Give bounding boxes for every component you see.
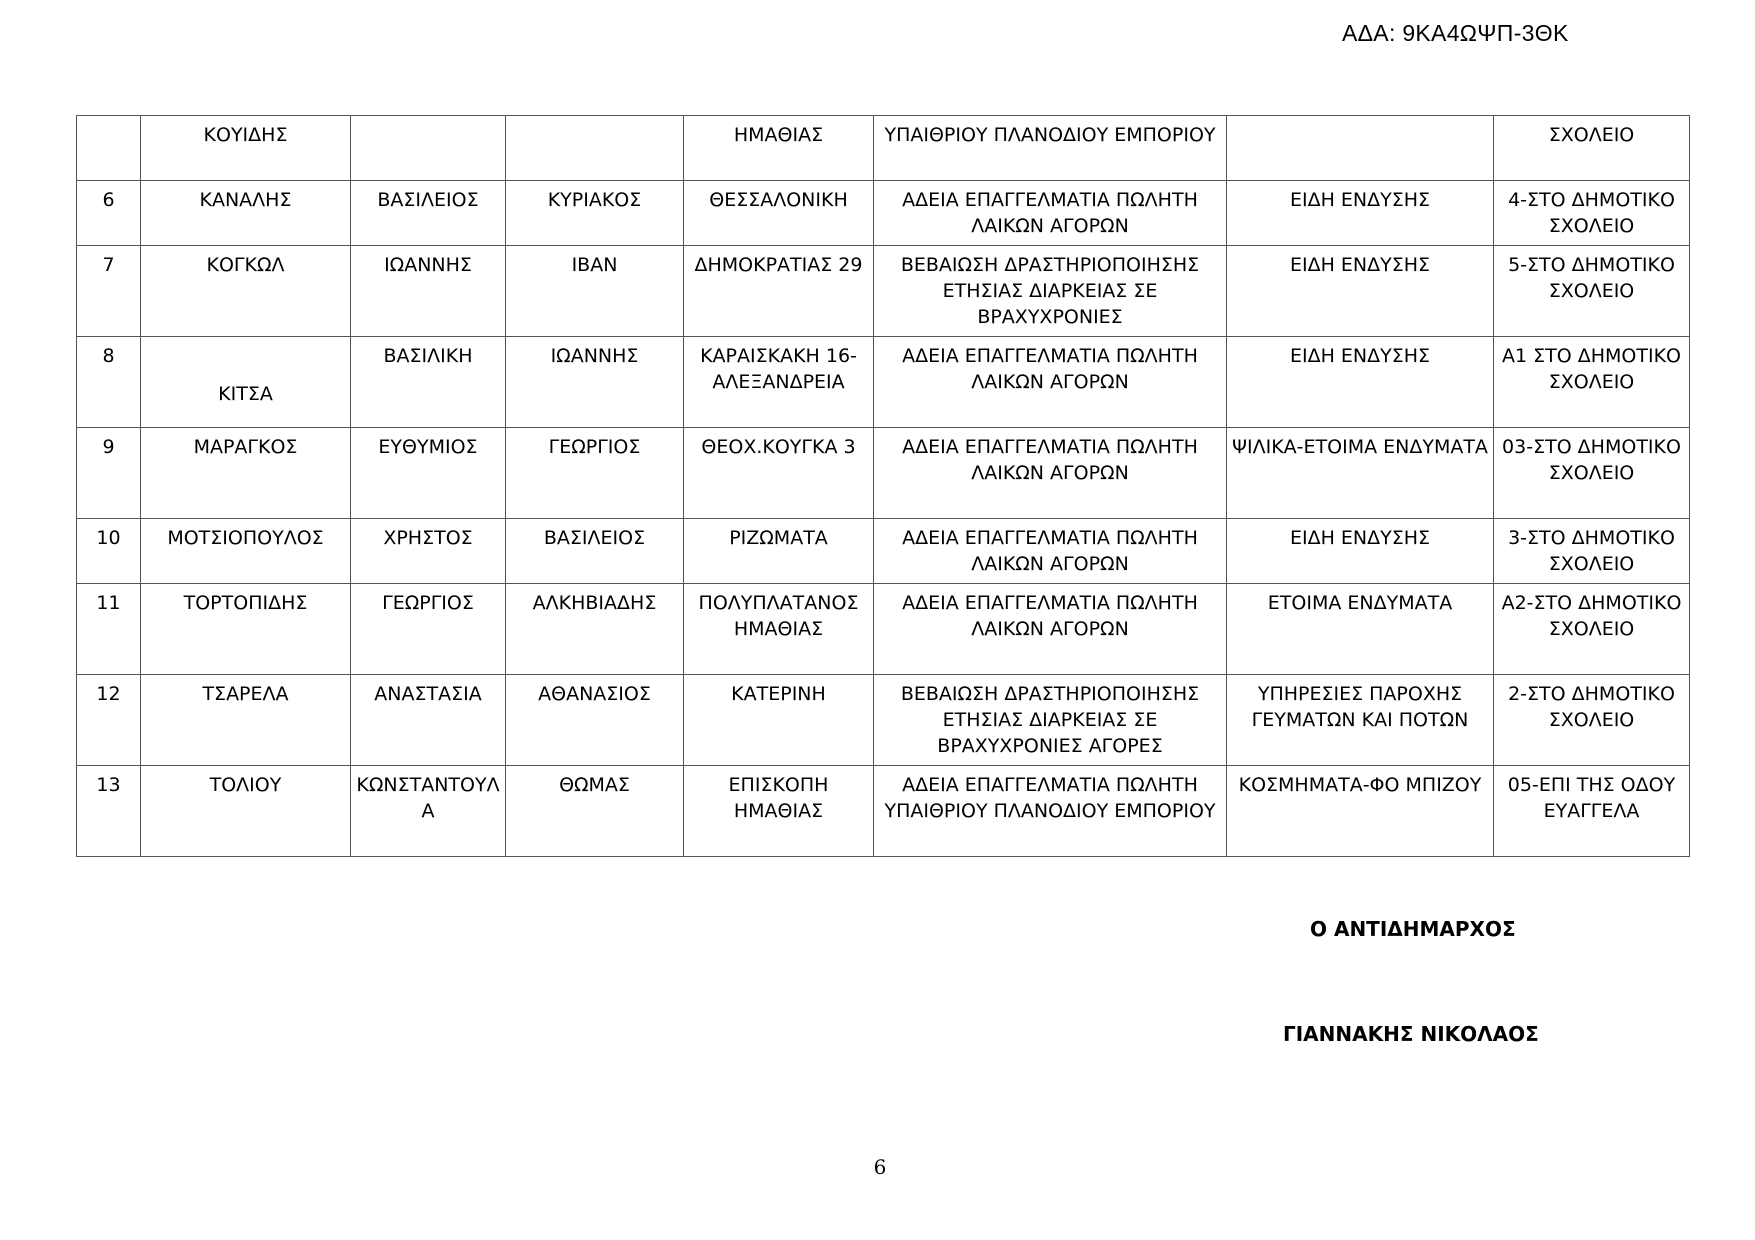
cell-number: 12 — [77, 675, 141, 766]
ada-identifier: ΑΔΑ: 9ΚΑ4ΩΨΠ-3ΘΚ — [1342, 20, 1569, 46]
cell-permit: ΑΔΕΙΑ ΕΠΑΓΓΕΛΜΑΤΙΑ ΠΩΛΗΤΗ ΥΠΑΙΘΡΙΟΥ ΠΛΑΝΟΔΙΟΥ ΕΜΠΟΡΙΟΥ — [874, 766, 1227, 857]
cell-name: ΓΕΩΡΓΙΟΣ — [351, 584, 506, 675]
cell-address: ΘΕΣΣΑΛΟΝΙΚΗ — [684, 181, 874, 246]
cell-goods — [1227, 116, 1494, 181]
cell-position: 3-ΣΤΟ ΔΗΜΟΤΙΚΟ ΣΧΟΛΕΙΟ — [1494, 519, 1690, 584]
cell-permit: ΒΕΒΑΙΩΣΗ ΔΡΑΣΤΗΡΙΟΠΟΙΗΣΗΣ ΕΤΗΣΙΑΣ ΔΙΑΡΚΕΙΑΣ ΣΕ ΒΡΑΧΥΧΡΟΝΙΕΣ ΑΓΟΡΕΣ — [874, 675, 1227, 766]
cell-permit: ΑΔΕΙΑ ΕΠΑΓΓΕΛΜΑΤΙΑ ΠΩΛΗΤΗ ΛΑΙΚΩΝ ΑΓΟΡΩΝ — [874, 428, 1227, 519]
cell-permit: ΑΔΕΙΑ ΕΠΑΓΓΕΛΜΑΤΙΑ ΠΩΛΗΤΗ ΛΑΙΚΩΝ ΑΓΟΡΩΝ — [874, 584, 1227, 675]
cell-position: 03-ΣΤΟ ΔΗΜΟΤΙΚΟ ΣΧΟΛΕΙΟ — [1494, 428, 1690, 519]
cell-position: Α2-ΣΤΟ ΔΗΜΟΤΙΚΟ ΣΧΟΛΕΙΟ — [1494, 584, 1690, 675]
cell-goods: ΚΟΣΜΗΜΑΤΑ-ΦΟ ΜΠΙΖΟΥ — [1227, 766, 1494, 857]
cell-name: ΧΡΗΣΤΟΣ — [351, 519, 506, 584]
signatory-title: Ο ΑΝΤΙΔΗΜΑΡΧΟΣ — [1310, 917, 1516, 941]
cell-permit: ΑΔΕΙΑ ΕΠΑΓΓΕΛΜΑΤΙΑ ΠΩΛΗΤΗ ΛΑΙΚΩΝ ΑΓΟΡΩΝ — [874, 181, 1227, 246]
table-row — [77, 584, 1690, 675]
cell-permit: ΥΠΑΙΘΡΙΟΥ ΠΛΑΝΟΔΙΟΥ ΕΜΠΟΡΙΟΥ — [874, 116, 1227, 181]
cell-permit: ΒΕΒΑΙΩΣΗ ΔΡΑΣΤΗΡΙΟΠΟΙΗΣΗΣ ΕΤΗΣΙΑΣ ΔΙΑΡΚΕΙΑΣ ΣΕ ΒΡΑΧΥΧΡΟΝΙΕΣ — [874, 246, 1227, 337]
cell-goods: ΕΙΔΗ ΕΝΔΥΣΗΣ — [1227, 181, 1494, 246]
table-row — [77, 116, 1690, 181]
cell-goods: ΨΙΛΙΚΑ-ΕΤΟΙΜΑ ΕΝΔΥΜΑΤΑ — [1227, 428, 1494, 519]
cell-number: 7 — [77, 246, 141, 337]
cell-goods: ΕΙΔΗ ΕΝΔΥΣΗΣ — [1227, 246, 1494, 337]
cell-name: ΕΥΘΥΜΙΟΣ — [351, 428, 506, 519]
cell-address: ΘΕΟΧ.ΚΟΥΓΚΑ 3 — [684, 428, 874, 519]
cell-position: Α1 ΣΤΟ ΔΗΜΟΤΙΚΟ ΣΧΟΛΕΙΟ — [1494, 337, 1690, 428]
cell-number: 13 — [77, 766, 141, 857]
cell-goods: ΕΤΟΙΜΑ ΕΝΔΥΜΑΤΑ — [1227, 584, 1494, 675]
cell-father-name: ΓΕΩΡΓΙΟΣ — [506, 428, 684, 519]
cell-surname: ΤΣΑΡΕΛΑ — [141, 675, 351, 766]
table-row — [77, 428, 1690, 519]
cell-surname: ΚΑΝΑΛΗΣ — [141, 181, 351, 246]
cell-father-name — [506, 116, 684, 181]
cell-permit: ΑΔΕΙΑ ΕΠΑΓΓΕΛΜΑΤΙΑ ΠΩΛΗΤΗ ΛΑΙΚΩΝ ΑΓΟΡΩΝ — [874, 519, 1227, 584]
cell-goods: ΥΠΗΡΕΣΙΕΣ ΠΑΡΟΧΗΣ ΓΕΥΜΑΤΩΝ ΚΑΙ ΠΟΤΩΝ — [1227, 675, 1494, 766]
cell-surname: ΜΑΡΑΓΚΟΣ — [141, 428, 351, 519]
page-number: 6 — [873, 1155, 887, 1179]
cell-father-name: ΑΛΚΗΒΙΑΔΗΣ — [506, 584, 684, 675]
cell-surname: ΚΟΥΙΔΗΣ — [141, 116, 351, 181]
vendors-table — [76, 115, 1690, 857]
table-row — [77, 337, 1690, 428]
cell-surname: ΤΟΛΙΟΥ — [141, 766, 351, 857]
cell-number: 8 — [77, 337, 141, 428]
cell-name — [351, 116, 506, 181]
cell-number — [77, 116, 141, 181]
cell-surname: ΤΟΡΤΟΠΙΔΗΣ — [141, 584, 351, 675]
cell-permit: ΑΔΕΙΑ ΕΠΑΓΓΕΛΜΑΤΙΑ ΠΩΛΗΤΗ ΛΑΙΚΩΝ ΑΓΟΡΩΝ — [874, 337, 1227, 428]
cell-address: ΔΗΜΟΚΡΑΤΙΑΣ 29 — [684, 246, 874, 337]
table-row — [77, 766, 1690, 857]
cell-address: ΕΠΙΣΚΟΠΗ ΗΜΑΘΙΑΣ — [684, 766, 874, 857]
cell-address: ΚΑΤΕΡΙΝΗ — [684, 675, 874, 766]
cell-father-name: ΙΒΑΝ — [506, 246, 684, 337]
cell-number: 11 — [77, 584, 141, 675]
cell-number: 10 — [77, 519, 141, 584]
cell-surname: ΚΟΓΚΩΛ — [141, 246, 351, 337]
cell-goods: ΕΙΔΗ ΕΝΔΥΣΗΣ — [1227, 519, 1494, 584]
cell-name: ΒΑΣΙΛΕΙΟΣ — [351, 181, 506, 246]
cell-address: ΗΜΑΘΙΑΣ — [684, 116, 874, 181]
table-row — [77, 675, 1690, 766]
table-row — [77, 519, 1690, 584]
cell-address: ΡΙΖΩΜΑΤΑ — [684, 519, 874, 584]
cell-surname: ΜΟΤΣΙΟΠΟΥΛΟΣ — [141, 519, 351, 584]
cell-position: ΣΧΟΛΕΙΟ — [1494, 116, 1690, 181]
signatory-name: ΓΙΑΝΝΑΚΗΣ ΝΙΚΟΛΑΟΣ — [1283, 1022, 1539, 1046]
cell-father-name: ΑΘΑΝΑΣΙΟΣ — [506, 675, 684, 766]
cell-name: ΒΑΣΙΛΙΚΗ — [351, 337, 506, 428]
cell-surname: ΚΙΤΣΑ — [141, 337, 351, 428]
cell-name: ΙΩΑΝΝΗΣ — [351, 246, 506, 337]
cell-address: ΠΟΛΥΠΛΑΤΑΝΟΣ ΗΜΑΘΙΑΣ — [684, 584, 874, 675]
cell-position: 05-ΕΠΙ ΤΗΣ ΟΔΟΥ ΕΥΑΓΓΕΛΑ — [1494, 766, 1690, 857]
table-row — [77, 246, 1690, 337]
cell-father-name: ΘΩΜΑΣ — [506, 766, 684, 857]
cell-father-name: ΚΥΡΙΑΚΟΣ — [506, 181, 684, 246]
table-row — [77, 181, 1690, 246]
cell-number: 6 — [77, 181, 141, 246]
cell-address: ΚΑΡΑΙΣΚΑΚΗ 16-ΑΛΕΞΑΝΔΡΕΙΑ — [684, 337, 874, 428]
cell-position: 4-ΣΤΟ ΔΗΜΟΤΙΚΟ ΣΧΟΛΕΙΟ — [1494, 181, 1690, 246]
cell-position: 2-ΣΤΟ ΔΗΜΟΤΙΚΟ ΣΧΟΛΕΙΟ — [1494, 675, 1690, 766]
cell-father-name: ΒΑΣΙΛΕΙΟΣ — [506, 519, 684, 584]
cell-number: 9 — [77, 428, 141, 519]
cell-position: 5-ΣΤΟ ΔΗΜΟΤΙΚΟ ΣΧΟΛΕΙΟ — [1494, 246, 1690, 337]
cell-name: ΑΝΑΣΤΑΣΙΑ — [351, 675, 506, 766]
cell-father-name: ΙΩΑΝΝΗΣ — [506, 337, 684, 428]
cell-goods: ΕΙΔΗ ΕΝΔΥΣΗΣ — [1227, 337, 1494, 428]
cell-name: ΚΩΝΣΤΑΝΤΟΥΛΑ — [351, 766, 506, 857]
